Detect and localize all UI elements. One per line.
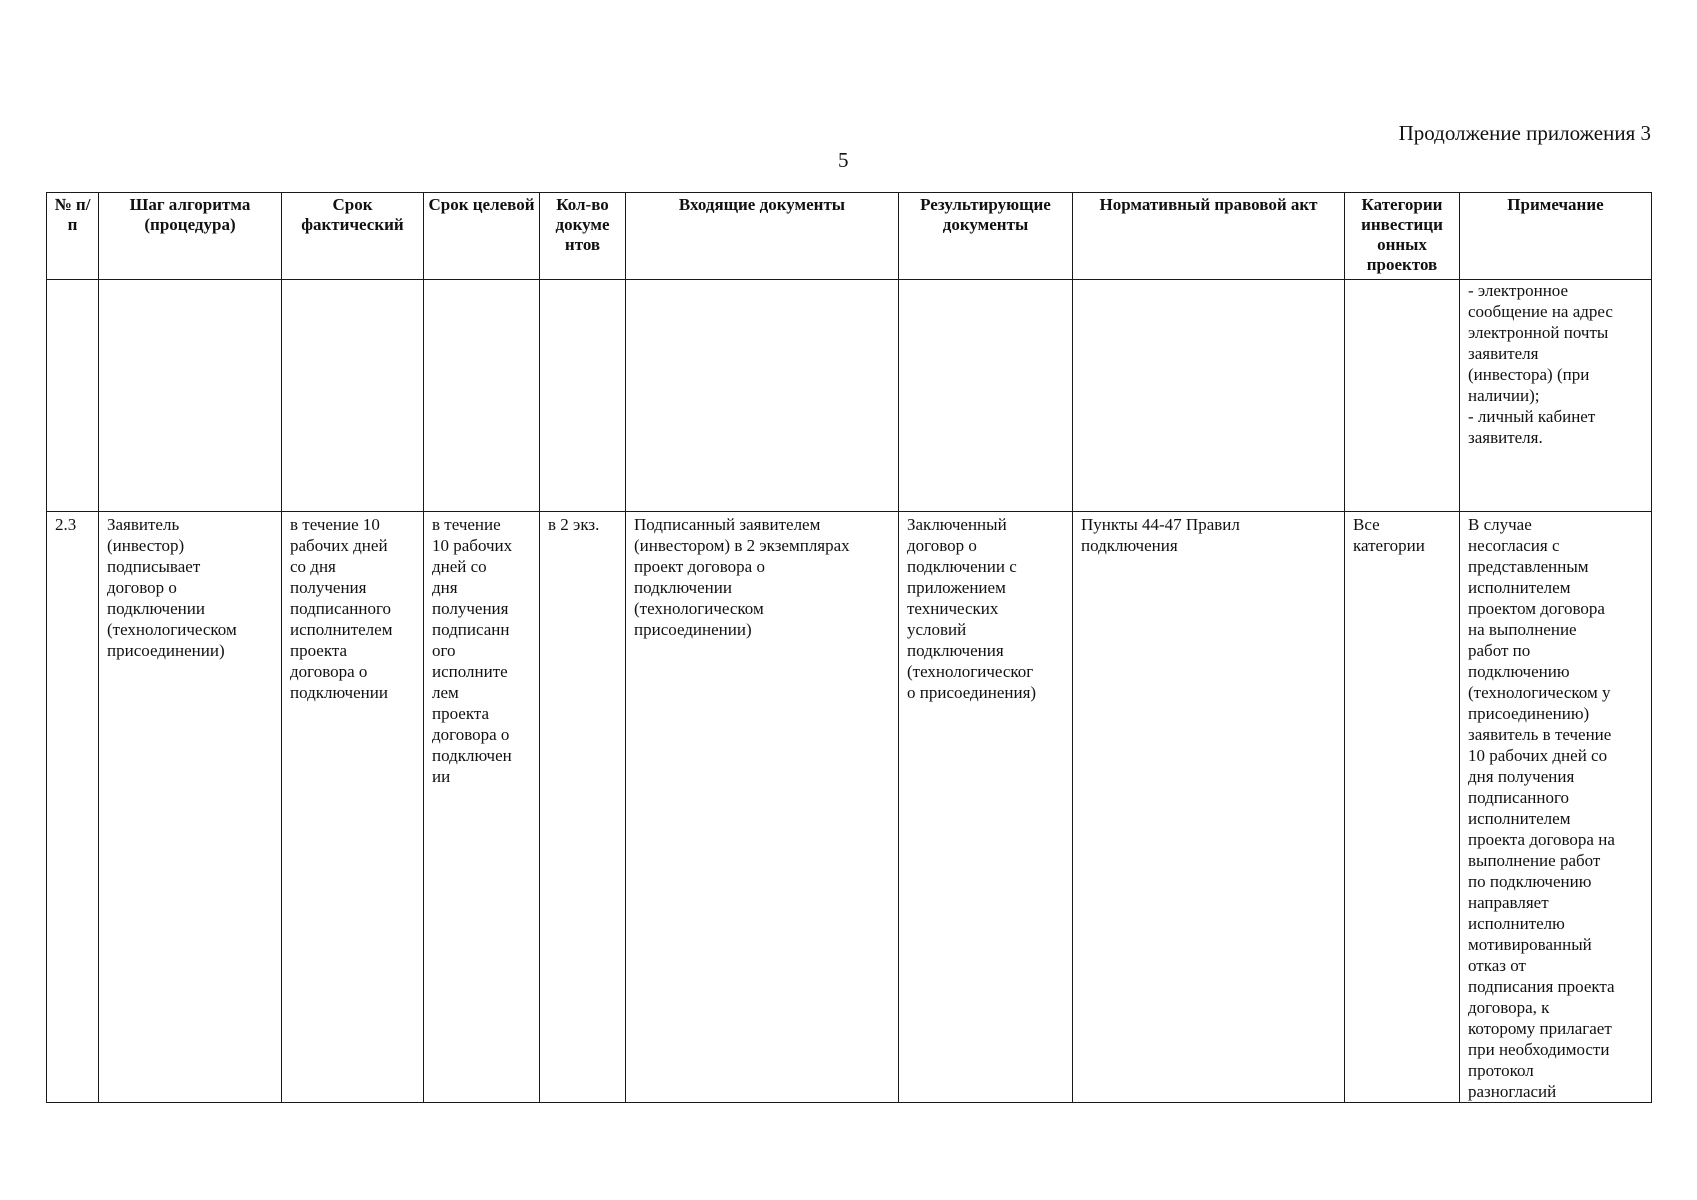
header-algorithm-step: Шаг алгоритма (процедура)	[99, 193, 282, 280]
cell-row-number: 2.3	[47, 512, 99, 1103]
result-docs-text: Заключенный договор о подключении с приложением технических условий подключения (технологическог о присоединения)	[907, 515, 1037, 702]
cell-empty	[540, 280, 626, 512]
cell-step	[99, 512, 282, 1103]
cell-empty	[899, 280, 1073, 512]
incoming-docs-text: Подписанный заявителем (инвестором) в 2 экземплярах проект договора о подключении (технологическом присоединении)	[634, 515, 850, 639]
note-continuation-text: - электронное сообщение на адрес электронной почты заявителя (инвестора) (при наличии); - личный кабинет заявителя.	[1468, 281, 1613, 447]
table-header-row	[47, 193, 1652, 280]
table-row-2-3	[47, 512, 1652, 1103]
cell-empty	[282, 280, 424, 512]
cell-note	[1460, 512, 1652, 1103]
header-project-categories: Категории инвестици онных проектов	[1345, 193, 1460, 280]
header-legal-act: Нормативный правовой акт	[1073, 193, 1345, 280]
cell-empty	[424, 280, 540, 512]
header-note: Примечание	[1460, 193, 1652, 280]
cell-term-target	[424, 512, 540, 1103]
algorithm-table	[46, 192, 1652, 1103]
appendix-continuation-note: Продолжение приложения 3	[1398, 121, 1651, 145]
cell-categories	[1345, 512, 1460, 1103]
cell-empty	[47, 280, 99, 512]
header-number: № п/п	[47, 193, 99, 280]
cell-incoming-docs	[626, 512, 899, 1103]
table-row-continuation	[47, 280, 1652, 512]
categories-text: Все категории	[1353, 515, 1425, 555]
cell-legal-act	[1073, 512, 1345, 1103]
page-number: 5	[838, 148, 849, 172]
cell-empty	[99, 280, 282, 512]
cell-note-continuation	[1460, 280, 1652, 512]
header-term-actual: Срок фактический	[282, 193, 424, 280]
cell-empty	[1345, 280, 1460, 512]
cell-result-docs	[899, 512, 1073, 1103]
header-doc-count: Кол-во докуме нтов	[540, 193, 626, 280]
step-text: Заявитель (инвестор) подписывает договор о подключении (технологическом присоединении)	[107, 515, 237, 660]
header-result-docs: Результирующие документы	[899, 193, 1073, 280]
header-incoming-docs: Входящие документы	[626, 193, 899, 280]
term-target-text: в течение 10 рабочих дней со дня получения подписанн ого исполните лем проекта договора о подключен ии	[432, 515, 513, 786]
term-actual-text: в течение 10 рабочих дней со дня получения подписанного исполнителем проекта договора о подключении	[290, 515, 393, 702]
cell-doc-count: в 2 экз.	[540, 512, 626, 1103]
cell-empty	[626, 280, 899, 512]
legal-act-text: Пункты 44-47 Правил подключения	[1081, 515, 1240, 555]
cell-term-actual	[282, 512, 424, 1103]
cell-empty	[1073, 280, 1345, 512]
note-text: В случае несогласия с представленным исполнителем проектом договора на выполнение работ по подключению (технологическом у присоединению) заявитель в течение 10 рабочих дней со дня получения подписанного исполнителем проекта договора на выполнение работ по подключению направляет исполнителю мотивированный отказ от подписания проекта договора, к которому прилагает при необходимости протокол разногласий	[1468, 515, 1615, 1101]
header-term-target: Срок целевой	[424, 193, 540, 280]
